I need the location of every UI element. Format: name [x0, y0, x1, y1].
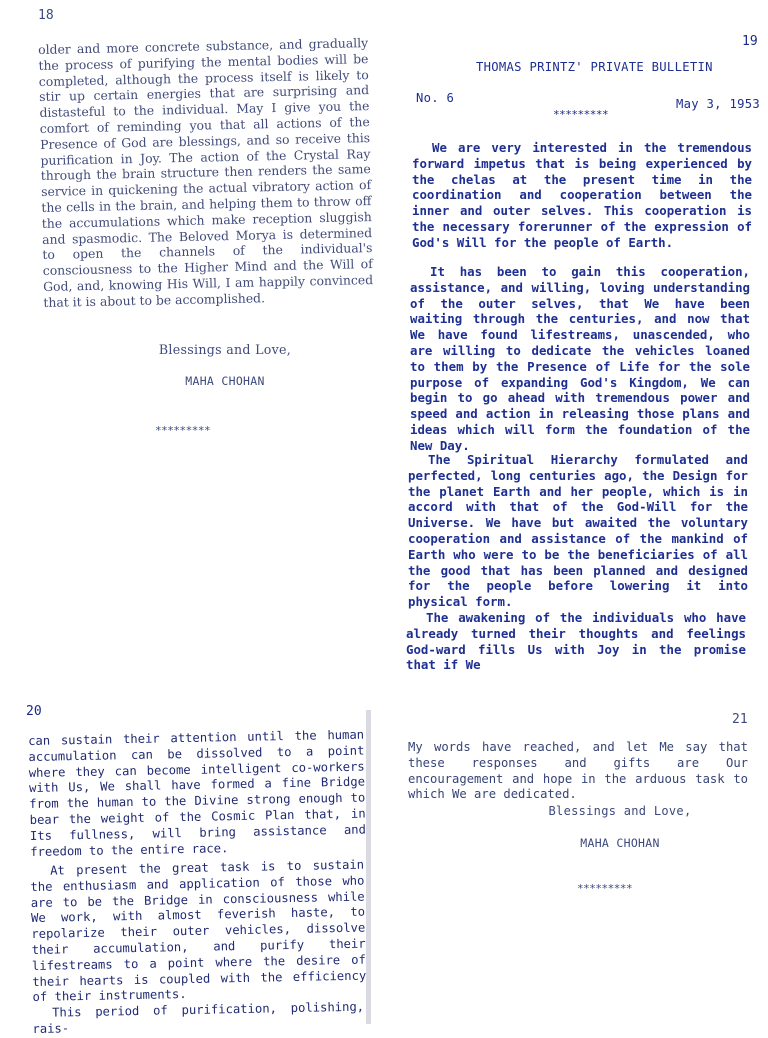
page-number: 19	[742, 34, 758, 49]
body-paragraph: At present the great task is to sustain the enthusiasm and application of those who are to be the Bridge in consciousness while We work, with almost feverish haste, to repolarize their outer vehicles, dissolve their accumulation, and purify their lifestreams to a point where the desire of their hearts is coupled with the efficiency of their instruments.	[30, 857, 367, 1005]
page-21	[390, 690, 768, 1024]
page-number: 21	[732, 712, 748, 727]
bulletin-title: THOMAS PRINTZ' PRIVATE BULLETIN	[476, 60, 713, 74]
separator-stars: *********	[553, 108, 609, 121]
body-paragraph: My words have reached, and let Me say that these responses and gifts are Our encouragement and hope in the arduous task to which We are dedicated.	[408, 740, 748, 802]
closing-salutation: Blessings and Love,	[548, 804, 692, 818]
page-20	[0, 690, 390, 1036]
body-paragraph: The Spiritual Hierarchy formulated and perfected, long centuries ago, the Design for the planet Earth and her people, which is in accord with that of the God-Will for the Universe. We have but awaited the voluntary cooperation and assistance of the mankind of Earth who were to be the beneficiaries of all the good that has been planned and designed for the people before lowering it into physical form.	[408, 452, 748, 610]
body-paragraph: This period of purification, polishing, rais-	[32, 999, 365, 1036]
signature: MAHA CHOHAN	[185, 374, 265, 388]
issue-date: May 3, 1953	[676, 97, 761, 111]
page-edge-shadow	[366, 710, 371, 1024]
page-number: 20	[26, 704, 42, 719]
separator-stars: *********	[155, 424, 211, 437]
body-paragraph: The awakening of the individuals who have already turned their thoughts and feelings God-ward fills Us with Joy in the promise that if We	[406, 610, 746, 673]
body-paragraph: can sustain their attention until the human accumulation can be dissolved to a point where they can become intelligent co-workers with Us, We shall have formed a fine Bridge from the human to the Divine strong enough to bear the weight of the Cosmic Plan that, in Its fullness, will bring assistance and freedom to the entire race.	[28, 727, 367, 859]
closing-salutation: Blessings and Love,	[158, 342, 292, 357]
issue-number: No. 6	[416, 91, 455, 105]
separator-stars: *********	[577, 882, 633, 895]
body-paragraph: It has been to gain this cooperation, assistance, and willing, loving understanding of the outer selves, that We have been waiting through the centuries, and now that We have found lifestreams, unascended, who are willing to dedicate the vehicles loaned to them by the Presence of Life for the sole purpose of expanding God's Kingdom, We can begin to go ahead with tremendous power and speed and action in releasing those plans and ideas which will form the foundation of the New Day.	[410, 264, 750, 453]
body-paragraph: We are very interested in the tremendous forward impetus that is being experienced by the chelas at the present time in the coordination and cooperation between the inner and outer selves. This cooperation is the necessary forerunner of the expression of God's Will for the people of Earth.	[412, 140, 752, 250]
page-19	[390, 0, 768, 690]
signature: MAHA CHOHAN	[580, 836, 660, 850]
body-paragraph: older and more concrete substance, and gradually the process of purifying the mental bodies will be completed, although the process itself is likely to stir up certain energies that are surprising and distasteful to the individual. May I give you the comfort of reminding you that all actions of the Presence of God are blessings, and so receive this purification in Joy. The action of the Crystal Ray through the brain structure then renders the same service in quickening the actual vibratory action of the cells in the brain, and helping them to throw off the accumulations which make reception sluggish and spasmodic. The Beloved Morya is determined to open the channels of the individual's consciousness to the Higher Mind and the Will of God, and, knowing His Will, I am happily convinced that it is about to be accomplished.	[38, 35, 374, 310]
page-18	[0, 0, 390, 690]
page-number: 18	[38, 8, 54, 23]
